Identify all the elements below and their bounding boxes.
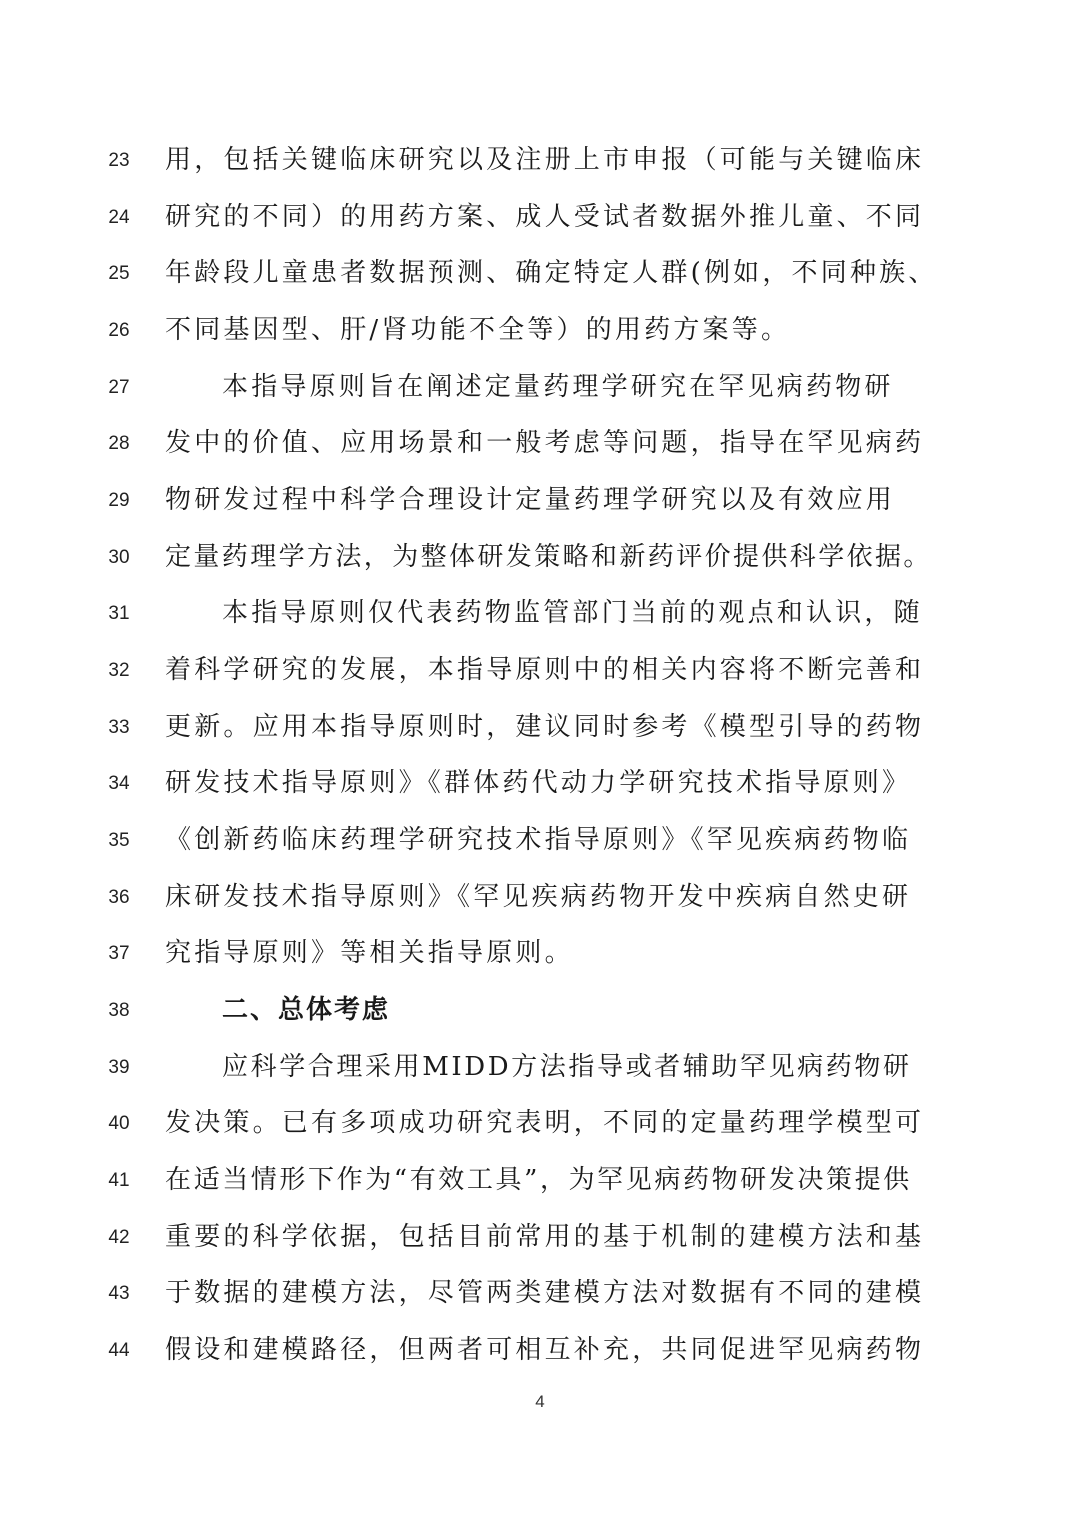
text-line (0, 359, 1080, 416)
text-line (0, 189, 1080, 246)
text-line (0, 1039, 1080, 1096)
line-text: 重要的科学依据，包括目前常用的基于机制的建模方法和基 (165, 1222, 925, 1252)
line-number: 38 (108, 1000, 130, 1021)
line-number: 27 (108, 377, 130, 398)
line-number: 33 (108, 717, 130, 738)
page-number: 4 (535, 1392, 545, 1411)
text-line (0, 245, 1080, 302)
line-text: 本指导原则旨在阐述定量药理学研究在罕见病药物研 (222, 372, 894, 402)
line-text: 发中的价值、应用场景和一般考虑等问题，指导在罕见病药 (165, 428, 925, 458)
line-number: 42 (108, 1227, 130, 1248)
line-number: 37 (108, 943, 130, 964)
text-line (0, 755, 1080, 812)
line-text: 假设和建模路径，但两者可相互补充，共同促进罕见病药物 (165, 1335, 925, 1365)
line-text: 不同基因型、肝/肾功能不全等）的用药方案等。 (165, 315, 791, 345)
line-text: 研究的不同）的用药方案、成人受试者数据外推儿童、不同 (165, 202, 925, 232)
text-line (0, 415, 1080, 472)
line-text: 物研发过程中科学合理设计定量药理学研究以及有效应用 (165, 485, 896, 515)
section-heading-line (0, 982, 1080, 1039)
text-line (0, 1152, 1080, 1209)
text-line (0, 1209, 1080, 1266)
line-number: 30 (108, 547, 130, 568)
line-number: 28 (108, 433, 130, 454)
line-text: 《创新药临床药理学研究技术指导原则》《罕见疾病药物临 (165, 825, 912, 855)
line-number: 40 (108, 1113, 130, 1134)
text-line (0, 1095, 1080, 1152)
text-line (0, 529, 1080, 586)
section-heading: 二、总体考虑 (222, 995, 391, 1025)
text-line (0, 869, 1080, 926)
line-text: 床研发技术指导原则》《罕见疾病药物开发中疾病自然史研 (165, 882, 912, 912)
line-number: 39 (108, 1057, 130, 1078)
line-number: 34 (108, 773, 130, 794)
line-text: 于数据的建模方法，尽管两类建模方法对数据有不同的建模 (165, 1278, 925, 1308)
line-number: 41 (108, 1170, 130, 1191)
text-line (0, 132, 1080, 189)
text-line (0, 812, 1080, 869)
line-text: 究指导原则》等相关指导原则。 (165, 938, 574, 968)
line-number: 29 (108, 490, 130, 511)
line-number: 24 (108, 207, 130, 228)
line-number: 44 (108, 1340, 130, 1361)
line-number: 26 (108, 320, 130, 341)
line-number: 36 (108, 887, 130, 908)
text-line (0, 585, 1080, 642)
line-text: 用，包括关键临床研究以及注册上市申报（可能与关键临床 (165, 145, 925, 175)
line-text: 着科学研究的发展，本指导原则中的相关内容将不断完善和 (165, 655, 925, 685)
line-text: 在适当情形下作为“有效工具”，为罕见病药物研发决策提供 (165, 1165, 912, 1195)
line-number: 43 (108, 1283, 130, 1304)
line-text: 本指导原则仅代表药物监管部门当前的观点和认识，随 (222, 598, 923, 628)
text-line (0, 472, 1080, 529)
text-line (0, 302, 1080, 359)
line-number: 23 (108, 150, 130, 171)
line-text: 定量药理学方法，为整体研发策略和新药评价提供科学依据。 (165, 542, 932, 572)
text-line (0, 642, 1080, 699)
line-number: 35 (108, 830, 130, 851)
line-number: 31 (108, 603, 130, 624)
line-text: 应科学合理采用MIDD方法指导或者辅助罕见病药物研 (222, 1052, 912, 1082)
line-text: 年龄段儿童患者数据预测、确定特定人群(例如，不同种族、 (165, 258, 938, 288)
text-line (0, 699, 1080, 756)
line-number: 32 (108, 660, 130, 681)
line-number: 25 (108, 263, 130, 284)
text-line (0, 1322, 1080, 1379)
text-line (0, 925, 1080, 982)
text-line (0, 1265, 1080, 1322)
line-text: 发决策。已有多项成功研究表明，不同的定量药理学模型可 (165, 1108, 925, 1138)
line-text: 研发技术指导原则》《群体药代动力学研究技术指导原则》 (165, 768, 912, 798)
line-text: 更新。应用本指导原则时，建议同时参考《模型引导的药物 (165, 712, 925, 742)
